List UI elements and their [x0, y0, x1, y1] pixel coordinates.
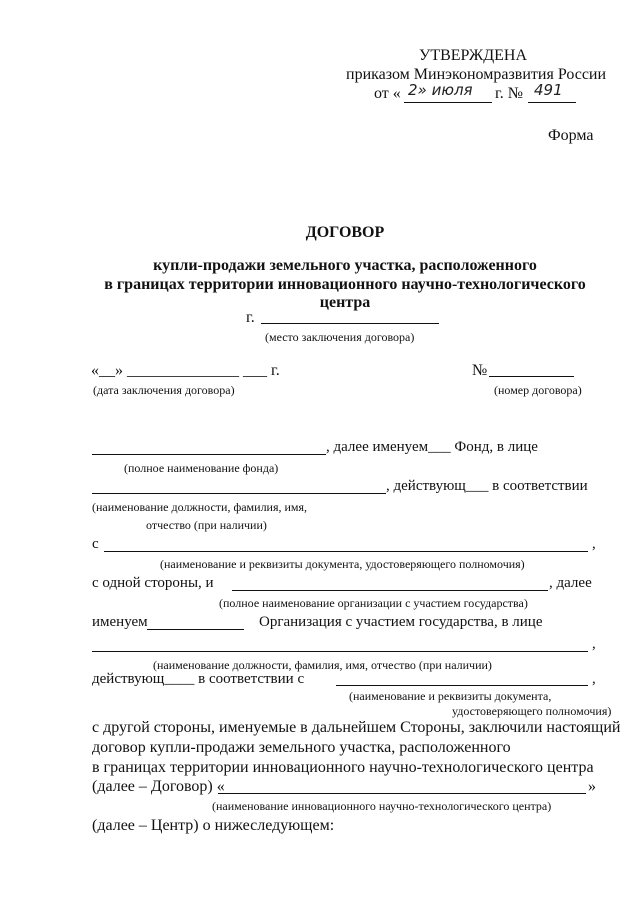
fund-caption: (полное наименование фонда)	[124, 461, 279, 475]
paragraph-line-2: договор купли-продажи земельного участка, расположенного	[92, 739, 511, 756]
paragraph-line-4-prefix: (далее – Договор) «	[92, 778, 225, 795]
approval-status: УТВЕРЖДЕНА	[419, 47, 528, 64]
approval-year-number-label: г. №	[495, 85, 524, 102]
document-subtitle-line3: центра	[319, 294, 371, 311]
approval-date-prefix: от «	[374, 85, 401, 102]
paragraph-line-5: (далее – Центр) о нижеследующем:	[92, 817, 335, 834]
authority-document2-caption-1: (наименование и реквизиты документа,	[349, 689, 552, 703]
place-prefix: г.	[246, 309, 255, 326]
with-prefix: с	[92, 536, 99, 552]
authority-document-field[interactable]	[104, 551, 588, 552]
approval-date-handwritten: 2» июля	[408, 81, 473, 99]
representative-comma: ,	[592, 636, 596, 652]
document-subtitle-line1: купли-продажи земельного участка, расположенного	[153, 257, 537, 274]
approval-number-handwritten: 491	[534, 81, 563, 99]
fund-name-field[interactable]	[92, 454, 326, 455]
acting-caption-1: (наименование должности, фамилия, имя,	[92, 500, 308, 514]
approval-number-underline	[528, 102, 576, 103]
organization-representative-field[interactable]	[92, 651, 588, 652]
named-suffix-field[interactable]	[147, 629, 244, 630]
center-name-field[interactable]	[218, 793, 586, 794]
one-side-prefix: с одной стороны, и	[92, 575, 214, 591]
named-line-tail: Организация с участием государства, в лице	[259, 614, 543, 630]
organization-name-field[interactable]	[232, 590, 548, 591]
paragraph-line-1: с другой стороны, именуемые в дальнейшем Стороны, заключили настоящий	[92, 719, 621, 736]
acting2-prefix: действующ____ в соответствии с	[92, 671, 305, 687]
contract-number-caption: (номер договора)	[494, 383, 582, 397]
approval-order: приказом Минэкономразвития России	[346, 66, 607, 83]
named-prefix: именуем	[92, 614, 148, 630]
authority-document2-field[interactable]	[336, 685, 588, 686]
representative-caption: (наименование должности, фамилия, имя, отчество (при наличии)	[153, 658, 492, 672]
acting-caption-2: отчество (при наличии)	[146, 518, 267, 532]
acting-line-tail: , действующ___ в соответствии	[386, 478, 588, 494]
one-side-suffix: , далее	[549, 575, 592, 591]
approval-date-underline	[404, 102, 492, 103]
fund-line-tail: , далее именуем___ Фонд, в лице	[326, 439, 538, 455]
organization-caption: (полное наименование организации с участием государства)	[219, 596, 528, 610]
acting2-suffix: ,	[592, 671, 596, 687]
form-label: Форма	[548, 127, 594, 144]
place-caption: (место заключения договора)	[265, 330, 415, 344]
contract-number-field[interactable]	[489, 376, 574, 377]
with-suffix: ,	[592, 536, 596, 552]
paragraph-line-3: в границах территории инновационного научно-технологического центра	[92, 759, 594, 776]
paragraph-line-4-suffix: »	[588, 778, 596, 795]
fund-representative-field[interactable]	[92, 493, 386, 494]
contract-date-caption: (дата заключения договора)	[93, 383, 235, 397]
document-title: ДОГОВОР	[305, 224, 385, 241]
center-caption: (наименование инновационного научно-технологического центра)	[212, 799, 552, 813]
authority-document2-caption-2: удостоверяющего полномочия)	[452, 704, 612, 718]
contract-date-field[interactable]: «__» ______________ ___ г.	[91, 362, 280, 379]
authority-document-caption: (наименование и реквизиты документа, удостоверяющего полномочия)	[160, 557, 525, 571]
place-field[interactable]	[261, 323, 439, 324]
contract-number-prefix: №	[472, 362, 488, 379]
document-subtitle-line2: в границах территории инновационного научно-технологического	[104, 276, 586, 293]
